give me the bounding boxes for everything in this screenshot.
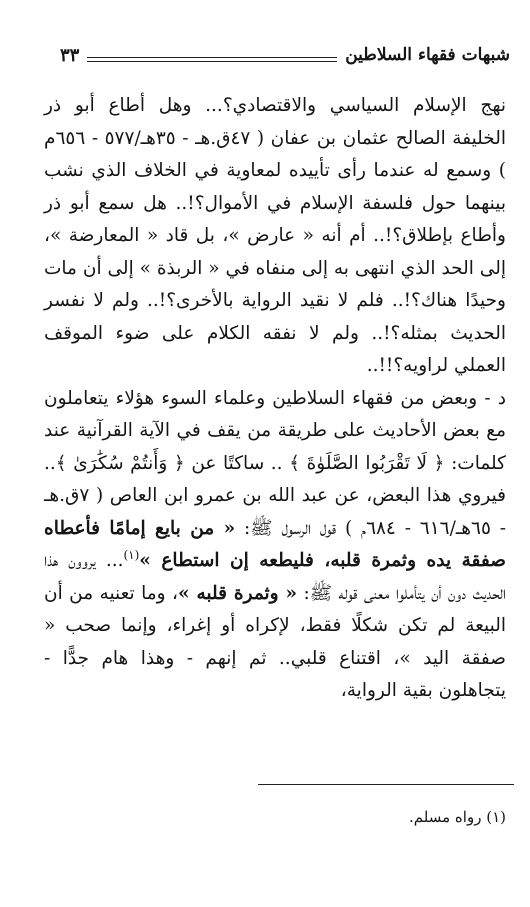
page-header: [60, 38, 510, 72]
paragraph-2-text-c: .. فيروي هذا البعض، عن عبد الله بن عمرو ابن العاص ( ٧ق.هـ - ٦٥هـ/٦١٦ - ٦٨٤م ) قول الرسول ﷺ:: [44, 452, 506, 539]
body-text: [44, 90, 506, 708]
paragraph-2-text-a: د - وبعض من فقهاء السلاطين وعلماء السوء هؤلاء يتعاملون مع بعض الأحاديث على طريقة من يقف في الآية القرآنية عند كلمات:: [44, 387, 506, 474]
footnote-divider: [258, 784, 514, 785]
footnote-reference[interactable]: (١): [123, 547, 140, 562]
paragraph-2: [44, 383, 506, 708]
paragraph-2-text-e: ، وما تعنيه من أن البيعة لم تكن شكلًا فقط، لإكراه أو إغراء، وإنما صحب « صفقة اليد »، اقتناع قلبي.. ثم إنهم - وهذا هام جدًّا - يتجاهلون بقية الرواية،: [44, 582, 506, 701]
page-number: ٣٣: [60, 44, 80, 66]
hadith-quote: « من بايع إمامًا فأعطاه صفقة يده وثمرة قلبه، فليطعه إن استطاع »: [44, 517, 506, 571]
paragraph-1: نهج الإسلام السياسي والاقتصادي؟... وهل أطاع أبو ذر الخليفة الصالح عثمان بن عفان ( ٤٧ق.هـ - ٣٥هـ/٥٧٧ - ٦٥٦م ) وسمع له عندما رأى تأييده لمعاوية في الخلاف الذي نشب بينهما حول فلسفة الإسلام في الأموال؟!.. هل سمع أبو ذر وأطاع بإطلاق؟!.. أم أنه « عارض »، بل قاد « المعارضة »، إلى الحد الذي انتهى به إلى منفاه في « الربذة » إلى أن مات وحيدًا هناك؟!.. فلم لا نقيد الرواية بالأخرى؟!.. ولم لا نفسر الحديث بمثله؟!.. ولم لا نفقه الكلام على ضوء الموقف العملي لراويه؟!!..: [44, 95, 506, 376]
running-title: شبهات فقهاء السلاطين: [345, 45, 510, 65]
hadith-phrase: « وثمرة قلبه »: [177, 582, 298, 604]
header-rule: [87, 57, 337, 62]
quran-verse-2: ﴿ وَأَنتُمْ سُكَٰرَىٰ ﴾: [55, 452, 185, 474]
paragraph-2-text-b: .. ساكتًا عن: [184, 452, 290, 474]
footnote: (١) رواه مسلم.: [409, 808, 506, 826]
quran-verse-1: ﴿ لَا تَقْرَبُوا الصَّلَوٰةَ ﴾: [289, 452, 445, 474]
paragraph-2-text-d: ... يروون هذا الحديث دون أن يتأملوا معنى قوله ﷺ:: [44, 550, 506, 604]
